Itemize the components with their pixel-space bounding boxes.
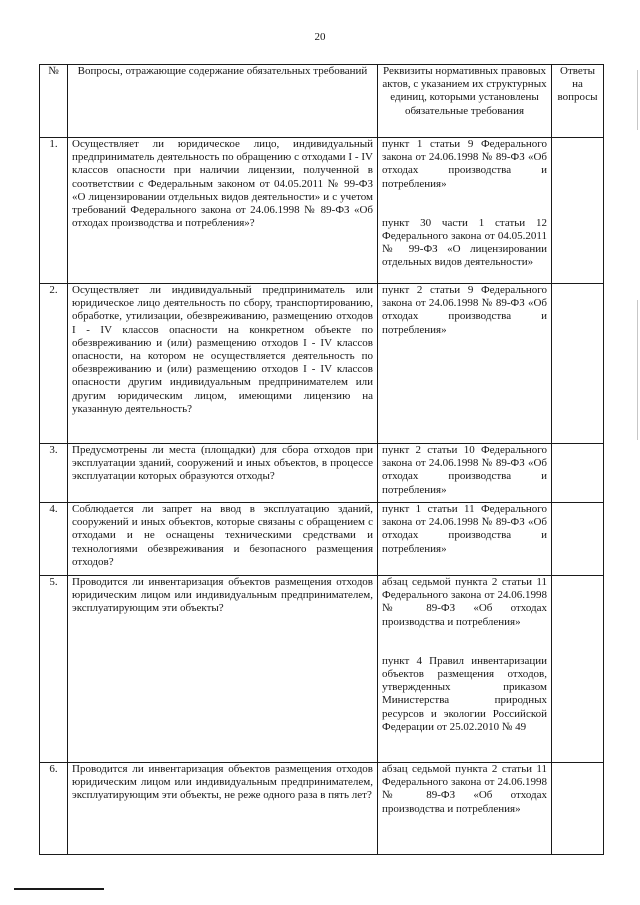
row-number: 6. [40, 763, 68, 855]
row-question: Проводится ли инвентаризация объектов размещения отходов юридическим лицом или индивидуальным предпринимателем, эксплуатирующим эти объекты, не реже одного раза в пять лет? [68, 763, 378, 855]
scan-edge-mark [637, 70, 638, 130]
row-requisites [378, 444, 552, 503]
row-answer[interactable] [552, 444, 604, 503]
requisite-reference: пункт 2 статьи 9 Федерального закона от 24.06.1998 № 89-ФЗ «Об отходах производства и потребления» [382, 284, 547, 336]
row-number: 4. [40, 503, 68, 576]
requisite-reference: пункт 1 статьи 11 Федерального закона от 24.06.1998 № 89-ФЗ «Об отходах производства и потребления» [382, 503, 547, 555]
row-answer[interactable] [552, 763, 604, 855]
requisite-reference: пункт 1 статьи 9 Федерального закона от 24.06.1998 № 89-ФЗ «Об отходах производства и потребления» [382, 138, 547, 190]
requisite-reference: пункт 4 Правил инвентаризации объектов размещения отходов, утвержденных приказом Министерства природных ресурсов и экологии Российской Федерации от 25.02.2010 № 49 [382, 654, 547, 733]
row-answer[interactable] [552, 138, 604, 284]
row-requisites [378, 138, 552, 284]
table-header-row [40, 65, 604, 138]
requisite-reference: пункт 2 статьи 10 Федерального закона от 24.06.1998 № 89-ФЗ «Об отходах производства и потребления» [382, 444, 547, 496]
row-question: Осуществляет ли индивидуальный предприниматель или юридическое лицо деятельность по сбору, транспортированию, обработке, утилизации, обезвреживанию, размещению отходов I - IV классов опасности на конкретном объекте по обезвреживанию и (или) размещению отходов I - IV классов опасности, на котором не осуществляется деятельность по обезвреживанию и (или) размещению отходов I - IV классов опасности другим индивидуальным предпринимателем или другим юридическим лицом, имеющими лицензию на указанную деятельность? [68, 284, 378, 444]
requisite-reference: пункт 30 части 1 статьи 12 Федерального закона от 04.05.2011 № 99-ФЗ «О лицензировании отдельных видов деятельности» [382, 216, 547, 269]
requirements-table [39, 64, 604, 855]
row-requisites [378, 576, 552, 763]
footnote-rule [14, 888, 104, 890]
page-number: 20 [314, 31, 326, 43]
row-question: Соблюдается ли запрет на ввод в эксплуатацию зданий, сооружений и иных объектов, которые связаны с обращением с отходами и не оснащены техническими средствами и технологиями обезвреживания и безопасного размещения отходов? [68, 503, 378, 576]
header-requisites: Реквизиты нормативных правовых актов, с указанием их структурных единиц, которыми установлены обязательные требования [378, 65, 552, 138]
row-question: Проводится ли инвентаризация объектов размещения отходов юридическим лицом или индивидуальным предпринимателем, эксплуатирующим эти объекты? [68, 576, 378, 763]
requisite-reference: абзац седьмой пункта 2 статьи 11 Федерального закона от 24.06.1998 № 89-ФЗ «Об отходах производства и потребления» [382, 576, 547, 628]
table-row [40, 763, 604, 855]
table-row [40, 138, 604, 284]
row-requisites [378, 503, 552, 576]
scan-edge-mark [637, 300, 638, 440]
row-number: 2. [40, 284, 68, 444]
table-row [40, 284, 604, 444]
row-requisites [378, 763, 552, 855]
header-question: Вопросы, отражающие содержание обязательных требований [68, 65, 378, 138]
row-answer[interactable] [552, 576, 604, 763]
row-answer[interactable] [552, 503, 604, 576]
table-row [40, 503, 604, 576]
requisite-reference: абзац седьмой пункта 2 статьи 11 Федерального закона от 24.06.1998 № 89-ФЗ «Об отходах производства и потребления» [382, 763, 547, 815]
header-answers: Ответы на вопросы [552, 65, 604, 138]
row-number: 3. [40, 444, 68, 503]
row-question: Осуществляет ли юридическое лицо, индивидуальный предприниматель деятельность по обращению с отходами I - IV классов опасности при наличии лицензии, полученной в соответствии с Федеральным законом от 04.05.2011 № 99-ФЗ «О лицензировании отдельных видов деятельности» и с учетом требований Федерального закона от 24.06.1998 № 89-ФЗ «Об отходах производства и потребления»? [68, 138, 378, 284]
row-number: 1. [40, 138, 68, 284]
row-number: 5. [40, 576, 68, 763]
row-answer[interactable] [552, 284, 604, 444]
table-row [40, 444, 604, 503]
row-question: Предусмотрены ли места (площадки) для сбора отходов при эксплуатации зданий, сооружений и иных объектов, в процессе эксплуатации которых образуются отходы? [68, 444, 378, 503]
table-row [40, 576, 604, 763]
row-requisites [378, 284, 552, 444]
header-number: № [40, 65, 68, 138]
